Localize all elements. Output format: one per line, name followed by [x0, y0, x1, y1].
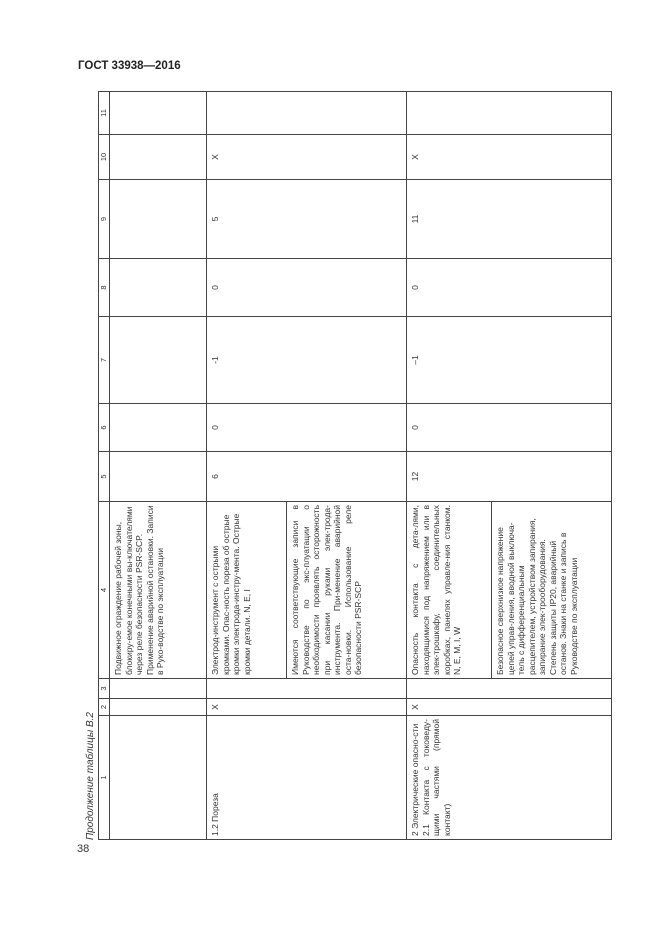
empty-cell: [110, 92, 207, 135]
value-cell: 12: [407, 452, 612, 502]
column-number: 2: [99, 699, 110, 716]
empty-cell: [407, 679, 612, 699]
value-cell: 6: [207, 452, 407, 502]
value-cell: 0: [207, 259, 407, 317]
empty-cell: [110, 404, 207, 452]
page-number: 38: [77, 843, 90, 855]
table-row: [207, 92, 287, 840]
column-number: 3: [99, 679, 110, 699]
risk-table: [98, 91, 612, 840]
column-number-row: [99, 92, 110, 840]
value-cell: 11: [407, 180, 612, 259]
table-caption: Продолжение таблицы В.2: [85, 712, 96, 840]
measure-cell: Опасность контакта с дета-лями, находящимися под напряжением или в элек-трошкафу, соединительных коробках, панелях управле-ния станком. N, E, M, I, W: [407, 502, 492, 679]
empty-cell: [110, 180, 207, 259]
empty-cell: [110, 317, 207, 404]
empty-cell: [207, 679, 407, 699]
rotated-table-area: [85, 92, 615, 840]
mark-cell: [110, 699, 207, 716]
column-number: 4: [99, 502, 110, 679]
value-cell: 5: [207, 180, 407, 259]
empty-cell: [407, 92, 612, 135]
value-cell: 0: [407, 259, 612, 317]
value-cell: –1: [407, 317, 612, 404]
value-cell: 0: [207, 404, 407, 452]
measure-cell: Безопасное сверхнизкое напряжение цепей управ-ления, вводной выключа-тель с дифференциальным расцепителем, устройством запирания, запирание элек-трооборудования. Степень защиты IP20, аварийный останов. Знаки на станке и запись в Руководстве по эксплуатации: [492, 502, 612, 679]
hazard-cell: 1.2 Пореза: [207, 716, 407, 840]
column-number: 5: [99, 452, 110, 502]
empty-cell: [110, 135, 207, 180]
measure-cell: Имеются соответствующие записи в Руководстве по экс-плуатации о необходимости проявлять осторожность при касании руками элек-трода-инструмента. При-менение аварийной оста-новки. Использование реле безопасности PSR-SCP: [287, 502, 407, 679]
empty-cell: [110, 679, 207, 699]
mark-cell: X: [407, 699, 612, 716]
mark-cell: X: [207, 135, 407, 180]
column-number: 9: [99, 180, 110, 259]
value-cell: -1: [207, 317, 407, 404]
hazard-cell: 2 Электрические опасно-сти 2.1 Контакта с токоведу-щими частями (прямой контакт): [407, 716, 612, 840]
empty-cell: [110, 259, 207, 317]
empty-cell: [110, 452, 207, 502]
column-number: 10: [99, 135, 110, 180]
table-row: [110, 92, 207, 840]
mark-cell: X: [207, 699, 407, 716]
table-row: [407, 92, 492, 840]
hazard-cell: [110, 716, 207, 840]
empty-cell: [207, 92, 407, 135]
measure-cell: Подвижное ограждение рабочей зоны, блокиру-емое конечными вы-ключателями через реле безопасности PSR-SCP. Применение аварийной остановки. Записи в Руко-водстве по эксплуатации: [110, 502, 207, 679]
column-number: 6: [99, 404, 110, 452]
column-number: 1: [99, 716, 110, 840]
measure-cell: Электрод-инструмент с острыми кромками. Опас-ность пореза об острые кромки электрода-инстру-мента. Острые кромки детали. N, E, I: [207, 502, 287, 679]
document-header: ГОСТ 33938—2016: [78, 60, 181, 72]
mark-cell: X: [407, 135, 612, 180]
column-number: 8: [99, 259, 110, 317]
value-cell: 0: [407, 404, 612, 452]
column-number: 7: [99, 317, 110, 404]
column-number: 11: [99, 92, 110, 135]
